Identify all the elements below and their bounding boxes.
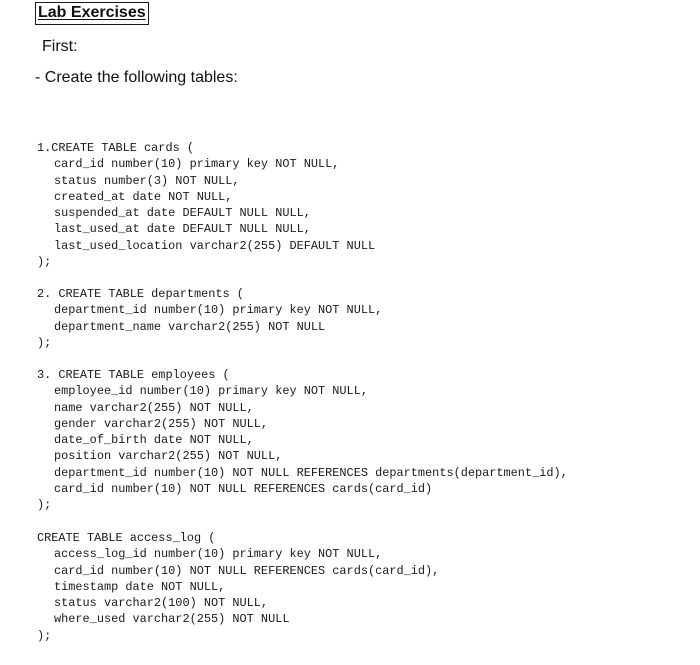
column-definition-line: created_at date NOT NULL, xyxy=(54,189,233,204)
column-definition-line: status number(3) NOT NULL, xyxy=(54,173,240,188)
column-definition-line: last_used_location varchar2(255) DEFAULT NULL xyxy=(54,238,376,253)
close-paren-line: ); xyxy=(37,628,52,643)
code-block-employees xyxy=(37,367,568,514)
column-definition-line: department_name varchar2(255) NOT NULL xyxy=(54,319,326,334)
column-definition-line: suspended_at date DEFAULT NULL NULL, xyxy=(54,206,311,221)
column-definition-line: department_id number(10) NOT NULL REFERENCES departments(department_id), xyxy=(54,465,568,480)
code-block-cards xyxy=(37,140,375,270)
close-paren-line: ); xyxy=(37,255,52,270)
code-block-access-log xyxy=(37,530,439,644)
column-definition-line: card_id number(10) NOT NULL REFERENCES cards(card_id) xyxy=(54,482,433,497)
column-definition-line: status varchar2(100) NOT NULL, xyxy=(54,596,269,611)
column-definition-line: access_log_id number(10) primary key NOT NULL, xyxy=(54,547,383,562)
column-definition-line: employee_id number(10) primary key NOT NULL, xyxy=(54,384,368,399)
column-definition-line: where_used varchar2(255) NOT NULL xyxy=(54,612,290,627)
column-definition-line: timestamp date NOT NULL, xyxy=(54,579,226,594)
create-table-line: CREATE TABLE access_log ( xyxy=(37,531,216,545)
close-paren-line: ); xyxy=(37,498,52,513)
column-definition-line: name varchar2(255) NOT NULL, xyxy=(54,400,254,415)
create-table-line: 3. CREATE TABLE employees ( xyxy=(37,368,230,382)
create-table-line: 1.CREATE TABLE cards ( xyxy=(37,141,194,155)
instruction-text: - Create the following tables: xyxy=(35,69,238,86)
close-paren-line: ); xyxy=(37,335,52,350)
column-definition-line: date_of_birth date NOT NULL, xyxy=(54,433,254,448)
column-definition-line: gender varchar2(255) NOT NULL, xyxy=(54,416,269,431)
column-definition-line: card_id number(10) NOT NULL REFERENCES cards(card_id), xyxy=(54,563,440,578)
column-definition-line: last_used_at date DEFAULT NULL NULL, xyxy=(54,222,311,237)
section-label: First: xyxy=(42,38,78,55)
code-block-departments xyxy=(37,286,382,351)
column-definition-line: department_id number(10) primary key NOT NULL, xyxy=(54,303,383,318)
column-definition-line: card_id number(10) primary key NOT NULL, xyxy=(54,157,340,172)
column-definition-line: position varchar2(255) NOT NULL, xyxy=(54,449,283,464)
create-table-line: 2. CREATE TABLE departments ( xyxy=(37,287,244,301)
page-title: Lab Exercises xyxy=(35,2,149,25)
